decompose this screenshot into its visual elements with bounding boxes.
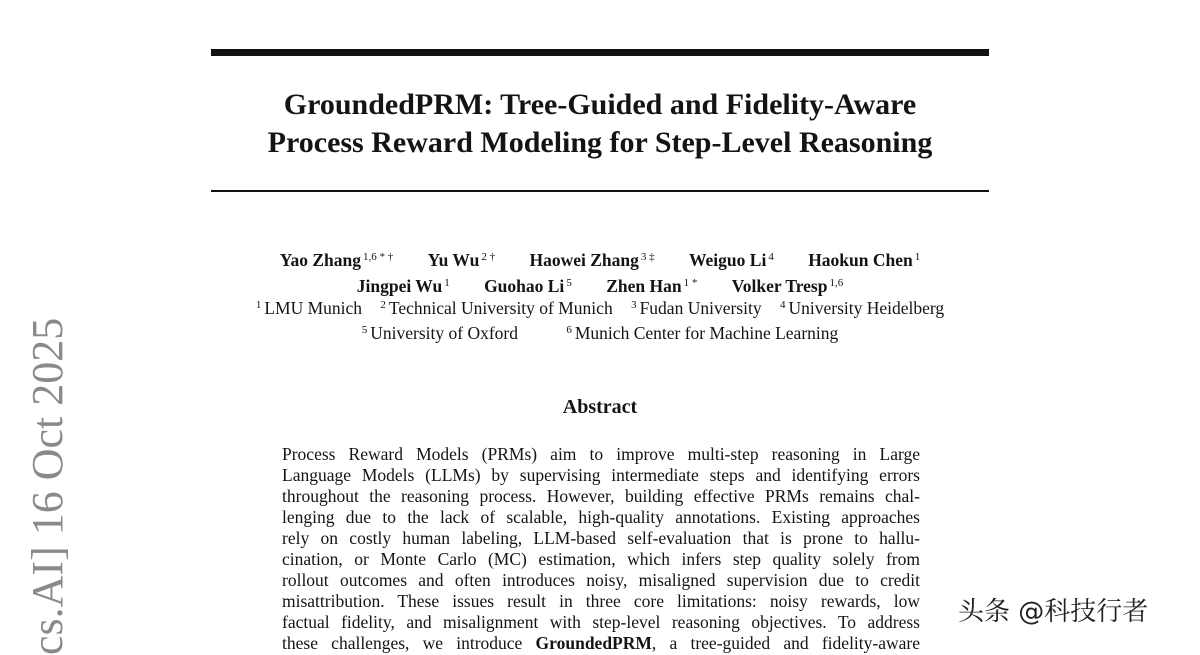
author-marks: 3 ‡	[640, 251, 655, 263]
author	[529, 246, 654, 272]
author-marks: 1	[444, 277, 450, 289]
affiliation	[631, 294, 762, 319]
abstract-line-last	[282, 633, 920, 654]
abstract-body	[282, 444, 920, 654]
author	[428, 246, 496, 272]
title-line-1: GroundedPRM: Tree-Guided and Fidelity-Aware	[283, 88, 917, 121]
author-name: Zhen Han	[606, 276, 682, 296]
affiliation-number: 3	[631, 299, 637, 311]
affiliation-name: University Heidelberg	[788, 298, 945, 318]
abstract-line: rely on costly human labeling, LLM-based self-evaluation that is prone to hallu-	[282, 528, 920, 548]
abstract-line: misattribution. These issues result in three core limitations: noisy rewards, low	[282, 591, 920, 611]
affiliation-name: Fudan University	[639, 298, 762, 318]
abstract-line: rollout outcomes and often introduces noisy, misaligned supervision due to credit	[282, 570, 920, 590]
paper-title	[150, 86, 1050, 162]
title-rule-bottom	[211, 190, 989, 192]
author-list	[200, 246, 1000, 298]
author-marks: 5	[566, 277, 572, 289]
abstract-line: Language Models (LLMs) by supervising intermediate steps and identifying errors	[282, 465, 920, 485]
author-name: Haokun Chen	[808, 250, 913, 270]
abstract-line: lenging due to the lack of scalable, high-quality annotations. Existing approaches	[282, 507, 920, 527]
author-name: Weiguo Li	[689, 250, 767, 270]
author-marks: 2 †	[481, 251, 496, 263]
affiliation-row-2	[150, 319, 1050, 344]
author-marks: 1,6 * †	[362, 251, 394, 263]
title-line-2: Process Reward Modeling for Step-Level Reasoning	[267, 126, 933, 159]
affiliation-name: University of Oxford	[370, 323, 518, 343]
affiliation-number: 5	[361, 324, 368, 336]
affiliation-name: LMU Munich	[264, 298, 363, 318]
affiliation	[362, 319, 518, 344]
abstract-line: throughout the reasoning process. However, building effective PRMs remains chal-	[282, 486, 920, 506]
affiliation	[380, 294, 612, 319]
author	[689, 246, 774, 272]
author-marks: 1 *	[683, 277, 698, 289]
affiliation	[566, 319, 838, 344]
abstract-text: these challenges, we introduce	[282, 633, 536, 653]
affiliation-row-1	[150, 294, 1050, 319]
affiliation-number: 4	[779, 299, 786, 311]
affiliation-list	[150, 294, 1050, 344]
affiliation-number: 2	[380, 299, 386, 311]
affiliation	[256, 294, 362, 319]
method-name: GroundedPRM	[535, 633, 652, 653]
abstract-line: factual fidelity, and misalignment with step-level reasoning objectives. To address	[282, 612, 920, 632]
author-name: Jingpei Wu	[356, 276, 443, 296]
abstract-line: Process Reward Models (PRMs) aim to improve multi-step reasoning in Large	[282, 444, 920, 464]
arxiv-side-stamp: cs.AI] 16 Oct 2025	[23, 317, 72, 655]
author-name: Yao Zhang	[279, 250, 361, 270]
author-name: Yu Wu	[427, 250, 480, 270]
abstract-line: cination, or Monte Carlo (MC) estimation, which infers step quality solely from	[282, 549, 920, 569]
author-marks: 4	[768, 251, 774, 263]
abstract-text: , a tree-guided and fidelity-aware	[651, 633, 920, 653]
title-rule-top	[211, 49, 989, 56]
affiliation-number: 1	[255, 299, 262, 311]
author	[280, 246, 393, 272]
affiliation-name: Munich Center for Machine Learning	[574, 323, 839, 343]
abstract-heading: Abstract	[562, 396, 638, 418]
toutiao-watermark: 头条 @科技行者	[958, 597, 1149, 627]
affiliation-name: Technical University of Munich	[388, 298, 613, 318]
affiliation-number: 6	[566, 324, 572, 336]
author-name: Guohao Li	[484, 276, 565, 296]
affiliation	[780, 294, 944, 319]
author-marks: 1,6	[829, 277, 844, 289]
author-name: Volker Tresp	[731, 276, 828, 296]
author-row-1	[200, 246, 1000, 272]
author-name: Haowei Zhang	[529, 250, 639, 270]
author	[808, 246, 920, 272]
author-marks: 1	[914, 251, 921, 263]
